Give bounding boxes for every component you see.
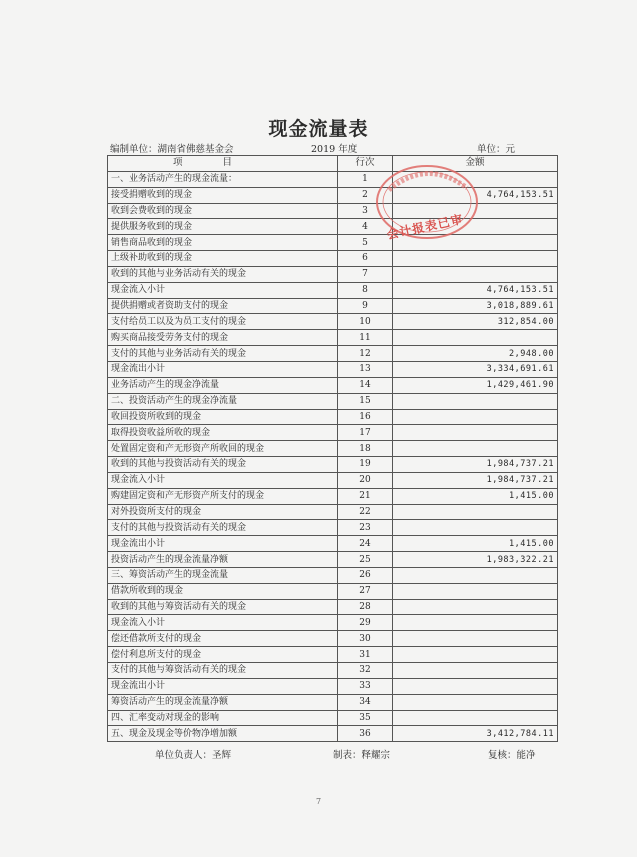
row-label: 接受捐赠收到的现金 [108, 187, 338, 203]
row-label: 现金流出小计 [108, 536, 338, 552]
row-amount: 1,984,737.21 [393, 472, 558, 488]
table-row [108, 266, 558, 282]
row-amount [393, 567, 558, 583]
row-label: 收回投资所收到的现金 [108, 409, 338, 425]
row-amount [393, 710, 558, 726]
cash-flow-table [107, 155, 558, 742]
table-row [108, 330, 558, 346]
row-amount [393, 663, 558, 679]
signature-head: 单位负责人：圣辉 [155, 750, 232, 761]
table-row [108, 219, 558, 235]
table-row [108, 393, 558, 409]
table-row [108, 187, 558, 203]
row-label: 支付给员工以及为员工支付的现金 [108, 314, 338, 330]
row-amount [393, 694, 558, 710]
table-row [108, 536, 558, 552]
header-seq: 行次 [338, 156, 393, 172]
row-amount: 2,948.00 [393, 346, 558, 362]
row-seq: 16 [338, 409, 393, 425]
row-amount: 1,983,322.21 [393, 552, 558, 568]
row-label: 提供服务收到的现金 [108, 219, 338, 235]
table-row [108, 678, 558, 694]
row-seq: 32 [338, 663, 393, 679]
row-seq: 7 [338, 266, 393, 282]
table-row [108, 488, 558, 504]
row-amount [393, 266, 558, 282]
row-seq: 14 [338, 377, 393, 393]
table-row [108, 361, 558, 377]
row-label: 三、筹资活动产生的现金流量 [108, 567, 338, 583]
currency-unit-label: 单位：元 [477, 144, 516, 155]
table-header-row [108, 156, 558, 172]
table-row [108, 171, 558, 187]
table-row [108, 441, 558, 457]
row-label: 四、汇率变动对现金的影响 [108, 710, 338, 726]
row-label: 处置固定资和产无形资产所收回的现金 [108, 441, 338, 457]
table-row [108, 409, 558, 425]
row-label: 取得投资收益所收的现金 [108, 425, 338, 441]
table-row [108, 694, 558, 710]
row-label: 销售商品收到的现金 [108, 235, 338, 251]
row-label: 支付的其他与业务活动有关的现金 [108, 346, 338, 362]
row-label: 现金流入小计 [108, 282, 338, 298]
table-row [108, 203, 558, 219]
row-seq: 1 [338, 171, 393, 187]
header-amount: 金额 [393, 156, 558, 172]
row-amount: 1,984,737.21 [393, 457, 558, 473]
table-row [108, 663, 558, 679]
signature-reviewer: 复核：能净 [488, 750, 536, 761]
row-seq: 34 [338, 694, 393, 710]
row-seq: 17 [338, 425, 393, 441]
row-seq: 18 [338, 441, 393, 457]
row-seq: 36 [338, 726, 393, 742]
row-amount [393, 441, 558, 457]
table-row [108, 346, 558, 362]
row-seq: 8 [338, 282, 393, 298]
row-amount [393, 409, 558, 425]
row-label: 投资活动产生的现金流量净额 [108, 552, 338, 568]
table-row [108, 457, 558, 473]
row-label: 一、业务活动产生的现金流量： [108, 171, 338, 187]
table-row [108, 615, 558, 631]
table-row [108, 298, 558, 314]
row-seq: 24 [338, 536, 393, 552]
page-title: 现金流量表 [268, 118, 369, 140]
row-label: 购买商品接受劳务支付的现金 [108, 330, 338, 346]
row-amount [393, 425, 558, 441]
row-seq: 30 [338, 631, 393, 647]
row-amount [393, 631, 558, 647]
row-amount [393, 251, 558, 267]
row-seq: 27 [338, 583, 393, 599]
row-seq: 31 [338, 647, 393, 663]
row-amount [393, 583, 558, 599]
row-amount: 3,018,889.61 [393, 298, 558, 314]
row-amount: 1,415.00 [393, 536, 558, 552]
row-label: 业务活动产生的现金净流量 [108, 377, 338, 393]
table-row [108, 520, 558, 536]
row-amount [393, 235, 558, 251]
signature-maker: 制表：释耀宗 [333, 750, 391, 761]
row-amount [393, 678, 558, 694]
row-amount [393, 647, 558, 663]
row-label: 支付的其他与筹资活动有关的现金 [108, 663, 338, 679]
row-seq: 2 [338, 187, 393, 203]
row-amount [393, 504, 558, 520]
table-row [108, 377, 558, 393]
row-seq: 11 [338, 330, 393, 346]
row-amount [393, 393, 558, 409]
fiscal-year-label: 2019 年度 [311, 144, 358, 155]
row-seq: 19 [338, 457, 393, 473]
row-seq: 5 [338, 235, 393, 251]
table-row [108, 631, 558, 647]
row-label: 筹资活动产生的现金流量净额 [108, 694, 338, 710]
table-row [108, 235, 558, 251]
table-row [108, 647, 558, 663]
row-label: 收到的其他与筹资活动有关的现金 [108, 599, 338, 615]
row-seq: 4 [338, 219, 393, 235]
table-row [108, 251, 558, 267]
seal-text: 会计报表已审 [385, 212, 465, 242]
row-seq: 15 [338, 393, 393, 409]
row-amount: 3,334,691.61 [393, 361, 558, 377]
table-row [108, 425, 558, 441]
row-label: 现金流入小计 [108, 615, 338, 631]
row-seq: 25 [338, 552, 393, 568]
row-seq: 29 [338, 615, 393, 631]
header-item: 项目 [108, 156, 338, 172]
table-row [108, 583, 558, 599]
row-amount [393, 520, 558, 536]
row-label: 收到的其他与业务活动有关的现金 [108, 266, 338, 282]
row-label: 二、投资活动产生的现金净流量 [108, 393, 338, 409]
table-row [108, 282, 558, 298]
row-seq: 28 [338, 599, 393, 615]
row-label: 支付的其他与投资活动有关的现金 [108, 520, 338, 536]
row-seq: 26 [338, 567, 393, 583]
table-row [108, 710, 558, 726]
row-label: 提供捐赠或者资助支付的现金 [108, 298, 338, 314]
row-amount [393, 171, 558, 187]
row-seq: 33 [338, 678, 393, 694]
table-row [108, 504, 558, 520]
row-label: 收到会费收到的现金 [108, 203, 338, 219]
row-seq: 22 [338, 504, 393, 520]
table-row [108, 552, 558, 568]
row-amount [393, 330, 558, 346]
row-label: 收到的其他与投资活动有关的现金 [108, 457, 338, 473]
table-row [108, 567, 558, 583]
row-label: 对外投资所支付的现金 [108, 504, 338, 520]
row-seq: 35 [338, 710, 393, 726]
row-amount: 1,429,461.90 [393, 377, 558, 393]
row-seq: 6 [338, 251, 393, 267]
table-row [108, 726, 558, 742]
row-label: 上级补助收到的现金 [108, 251, 338, 267]
row-label: 现金流入小计 [108, 472, 338, 488]
organization-label: 编制单位：湖南省佛慈基金会 [110, 144, 234, 155]
row-amount: 312,854.00 [393, 314, 558, 330]
row-label: 偿还借款所支付的现金 [108, 631, 338, 647]
row-seq: 13 [338, 361, 393, 377]
row-amount [393, 203, 558, 219]
row-seq: 9 [338, 298, 393, 314]
row-amount: 3,412,784.11 [393, 726, 558, 742]
row-label: 偿付利息所支付的现金 [108, 647, 338, 663]
table-row [108, 472, 558, 488]
row-seq: 3 [338, 203, 393, 219]
row-seq: 21 [338, 488, 393, 504]
row-seq: 23 [338, 520, 393, 536]
row-seq: 10 [338, 314, 393, 330]
row-amount [393, 599, 558, 615]
row-label: 现金流出小计 [108, 361, 338, 377]
row-amount: 4,764,153.51 [393, 282, 558, 298]
row-amount: 4,764,153.51 [393, 187, 558, 203]
table-row [108, 599, 558, 615]
row-label: 购建固定资和产无形资产所支付的现金 [108, 488, 338, 504]
row-amount [393, 615, 558, 631]
row-amount: 1,415.00 [393, 488, 558, 504]
row-label: 现金流出小计 [108, 678, 338, 694]
table-row [108, 314, 558, 330]
row-seq: 12 [338, 346, 393, 362]
table-body [108, 171, 558, 741]
row-label: 借款所收到的现金 [108, 583, 338, 599]
page-number: 7 [315, 797, 322, 806]
row-label: 五、现金及现金等价物净增加额 [108, 726, 338, 742]
row-seq: 20 [338, 472, 393, 488]
